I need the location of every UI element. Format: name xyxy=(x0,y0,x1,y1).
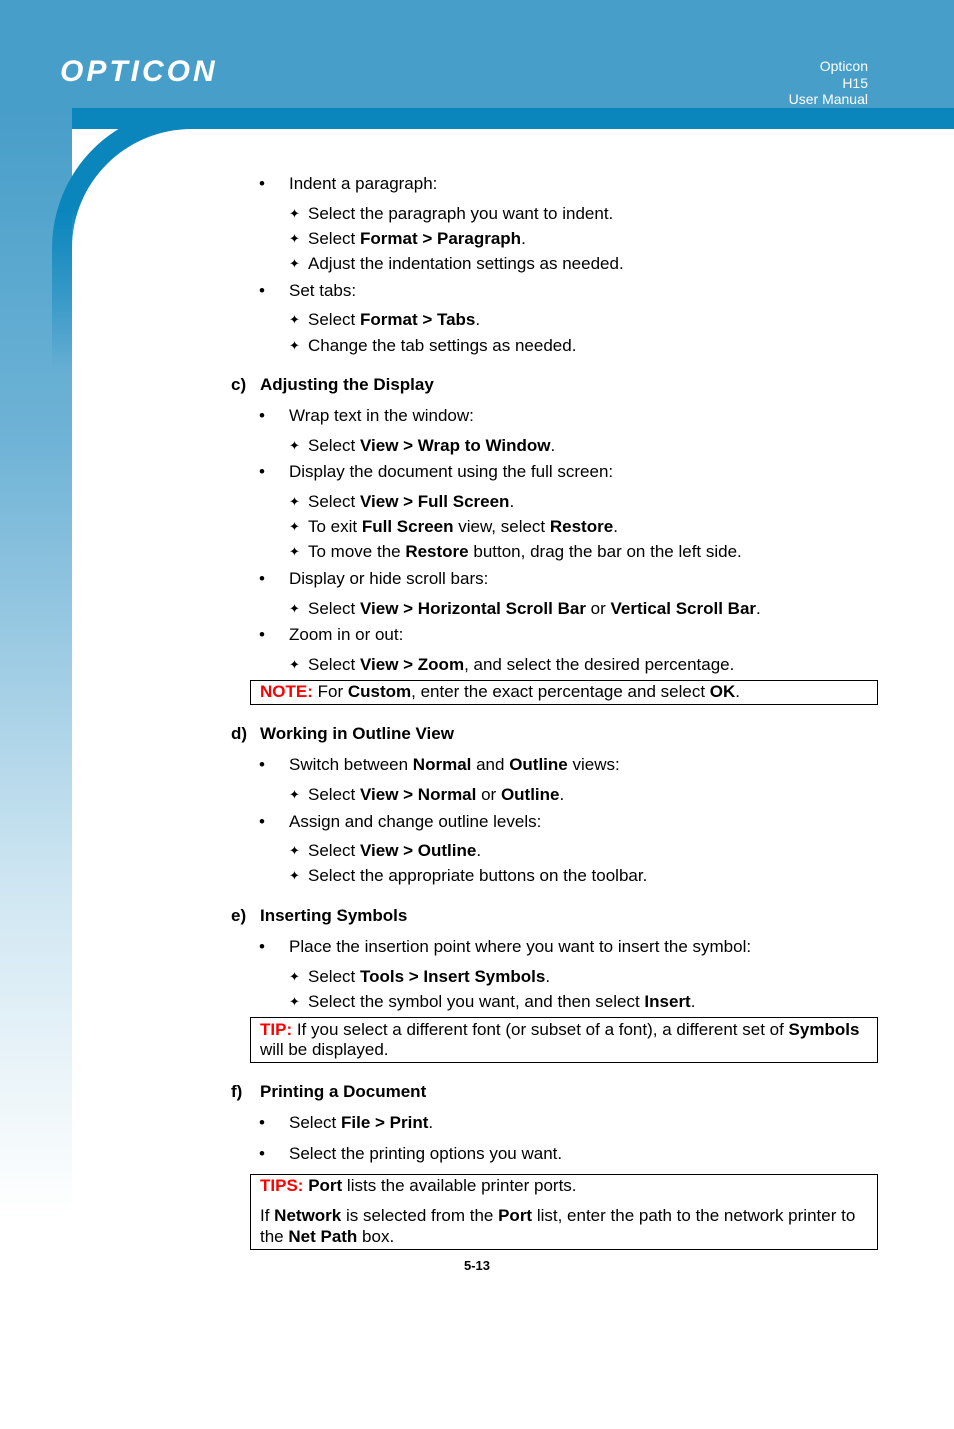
step-marker: ✦ xyxy=(289,438,300,453)
svg-text:OPTICON: OPTICON xyxy=(60,56,218,84)
step-full-2: To exit Full Screen view, select Restore. xyxy=(308,517,618,536)
tips-line3: the Net Path box. xyxy=(260,1227,395,1246)
step-indent-2: Select Format > Paragraph. xyxy=(308,229,526,248)
bullet-marker: • xyxy=(259,937,265,956)
tips-line2: If Network is selected from the Port list, enter the path to the network printer to xyxy=(260,1206,856,1225)
header-model: H15 xyxy=(842,74,868,91)
step-marker: ✦ xyxy=(289,494,300,509)
section-c-title: Adjusting the Display xyxy=(260,375,434,394)
step-switch: Select View > Normal or Outline. xyxy=(308,785,565,804)
step-marker: ✦ xyxy=(289,969,300,984)
bullet-marker: • xyxy=(259,755,265,774)
step-marker: ✦ xyxy=(289,519,300,534)
section-e-letter: e) xyxy=(231,906,247,925)
bullet-marker: • xyxy=(259,462,265,481)
bullet-tabs: Set tabs: xyxy=(289,281,357,300)
section-d-letter: d) xyxy=(231,724,248,743)
step-marker: ✦ xyxy=(289,231,300,246)
note-text: NOTE: For Custom, enter the exact percentage and select OK. xyxy=(260,682,740,701)
step-assign-2: Select the appropriate buttons on the toolbar. xyxy=(308,866,648,885)
step-marker: ✦ xyxy=(289,657,300,672)
step-marker: ✦ xyxy=(289,868,300,883)
section-e-title: Inserting Symbols xyxy=(260,906,408,925)
tip-text-line2: will be displayed. xyxy=(260,1040,389,1059)
step-marker: ✦ xyxy=(289,338,300,353)
section-f-title: Printing a Document xyxy=(260,1082,427,1101)
bullet-full-screen: Display the document using the full screen: xyxy=(289,462,614,481)
bullet-marker: • xyxy=(259,569,265,588)
step-full-3: To move the Restore button, drag the bar on the left side. xyxy=(308,542,742,561)
bullet-marker: • xyxy=(259,1113,265,1132)
step-marker: ✦ xyxy=(289,994,300,1009)
bullet-marker: • xyxy=(259,812,265,831)
step-assign-1: Select View > Outline. xyxy=(308,841,482,860)
bullet-indent: Indent a paragraph: xyxy=(289,174,438,193)
bullet-marker: • xyxy=(259,1144,265,1163)
bullet-assign: Assign and change outline levels: xyxy=(289,812,542,831)
step-tabs-2: Change the tab settings as needed. xyxy=(308,336,577,355)
step-marker: ✦ xyxy=(289,312,300,327)
header-company: Opticon xyxy=(819,58,868,74)
page-number: 5-13 xyxy=(463,1258,491,1273)
step-marker: ✦ xyxy=(289,256,300,271)
section-f-letter: f) xyxy=(231,1082,243,1101)
step-wrap: Select View > Wrap to Window. xyxy=(308,436,556,455)
bullet-marker: • xyxy=(259,174,265,193)
bullet-marker: • xyxy=(259,406,265,425)
step-marker: ✦ xyxy=(289,843,300,858)
step-scroll: Select View > Horizontal Scroll Bar or Vertical Scroll Bar. xyxy=(308,599,761,618)
bullet-place: Place the insertion point where you want to insert the symbol: xyxy=(289,937,752,956)
bullet-marker: • xyxy=(259,625,265,644)
tips-line1: TIPS: Port lists the available printer ports. xyxy=(260,1176,577,1195)
bullet-wrap: Wrap text in the window: xyxy=(289,406,474,425)
step-symbols-1: Select Tools > Insert Symbols. xyxy=(308,967,551,986)
step-zoom: Select View > Zoom, and select the desired percentage. xyxy=(308,655,735,674)
step-full-1: Select View > Full Screen. xyxy=(308,492,515,511)
section-d-title: Working in Outline View xyxy=(260,724,454,743)
step-tabs-1: Select Format > Tabs. xyxy=(308,310,481,329)
step-marker: ✦ xyxy=(289,601,300,616)
bullet-scroll: Display or hide scroll bars: xyxy=(289,569,489,588)
bullet-print: Select File > Print. xyxy=(289,1113,434,1132)
step-indent-3: Adjust the indentation settings as needed. xyxy=(308,254,624,273)
step-marker: ✦ xyxy=(289,544,300,559)
tip-text-line1: TIP: If you select a different font (or subset of a font), a different set of Symbols xyxy=(260,1020,860,1039)
header-doc-title: User Manual xyxy=(788,91,868,107)
bullet-marker: • xyxy=(259,281,265,300)
step-marker: ✦ xyxy=(289,206,300,221)
bullet-switch: Switch between Normal and Outline views: xyxy=(289,755,620,774)
step-indent-1: Select the paragraph you want to indent. xyxy=(308,204,614,223)
bullet-zoom: Zoom in or out: xyxy=(289,625,404,644)
bullet-print-options: Select the printing options you want. xyxy=(289,1144,563,1163)
section-c-letter: c) xyxy=(231,375,247,394)
step-symbols-2: Select the symbol you want, and then select Insert. xyxy=(308,992,696,1011)
step-marker: ✦ xyxy=(289,787,300,802)
